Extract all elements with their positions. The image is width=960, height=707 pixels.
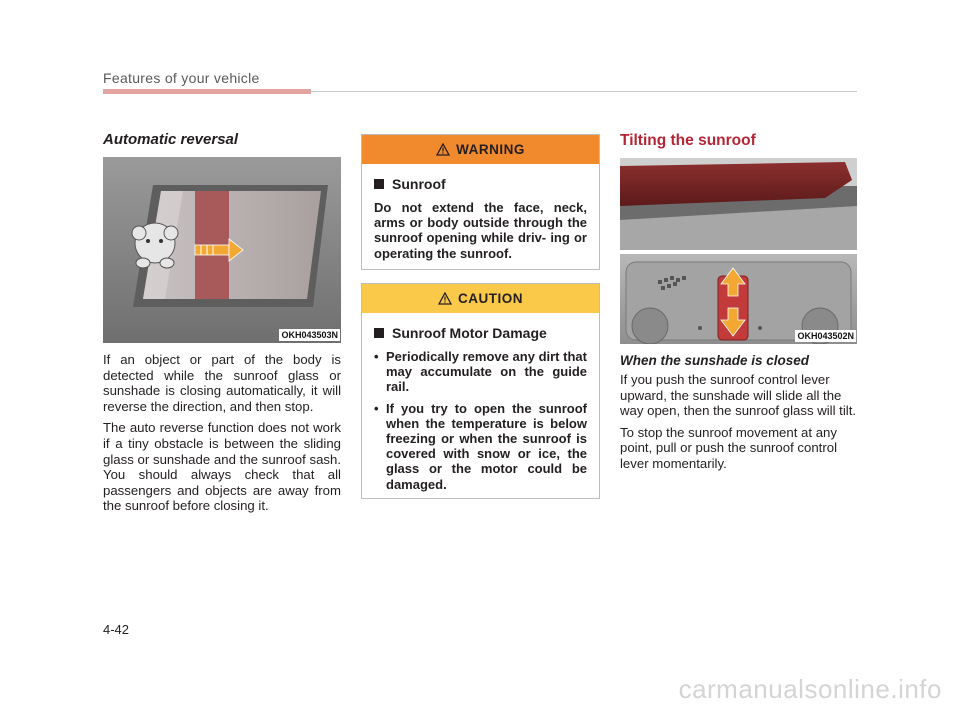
paragraph: The auto reverse function does not work if a tiny obstacle is between the sliding glass or sunshade and the sunroof sash. You should always check that all passengers and objects are away from the sunroof before closing it. [103,420,341,514]
list-item: • If you try to open the sunroof when the temperature is below freezing or when the sunroof is covered with snow or ice, the glass or the motor could be damaged. [374,400,587,492]
warning-triangle-icon [436,143,450,156]
figure-code-label: OKH043503N [281,330,338,340]
tilting-sunroof-figure [620,158,857,344]
figure-code-label: OKH043502N [797,331,854,341]
caution-subheading [374,325,599,341]
paragraph: If you push the sunroof control lever upward, the sunshade will slide all the way open, then the sunroof glass will tilt. [620,372,857,419]
sunroof-reverse-illustration [103,157,341,343]
square-bullet-icon [374,328,384,338]
header-rule [311,91,857,92]
warning-label: WARNING [456,142,525,157]
obstacle-doll-icon [132,223,178,268]
sunshade-closed-subheading: When the sunshade is closed [620,353,810,368]
list-item: • Periodically remove any dirt that may accumulate on the guide rail. [374,349,587,395]
tilting-sunroof-heading: Tilting the sunroof [620,132,756,149]
sunroof-tilt-illustration [620,158,857,344]
warning-subheading-text: Sunroof [392,176,446,192]
automatic-reversal-figure [103,157,341,343]
tilting-sunroof-text [620,372,857,478]
section-title: Features of your vehicle [103,70,260,86]
warning-text: Do not extend the face, neck, arms or body outside through the sunroof opening while driv- ing or operating the sunroof. [374,200,587,261]
caution-subheading-text: Sunroof Motor Damage [392,325,547,341]
caution-label: CAUTION [458,291,523,306]
warning-box [361,134,600,270]
caution-bullet-list [374,349,587,492]
paragraph: To stop the sunroof movement at any point, pull or push the sunroof control lever momentarily. [620,424,837,471]
automatic-reversal-heading: Automatic reversal [103,131,239,148]
paragraph: If an object or part of the body is detected while the sunroof glass or sunshade is closing automatically, it will reverse the direction, and then stop. [103,352,341,414]
square-bullet-icon [374,179,384,189]
page-number: 4-42 [103,622,130,637]
warning-header [362,135,599,164]
watermark: carmanualsonline.info [678,674,942,704]
header-accent-bar [103,89,311,94]
caution-box [361,283,600,499]
automatic-reversal-text [103,352,341,520]
warning-subheading [374,176,599,192]
caution-header [362,284,599,313]
warning-triangle-icon [438,292,452,305]
